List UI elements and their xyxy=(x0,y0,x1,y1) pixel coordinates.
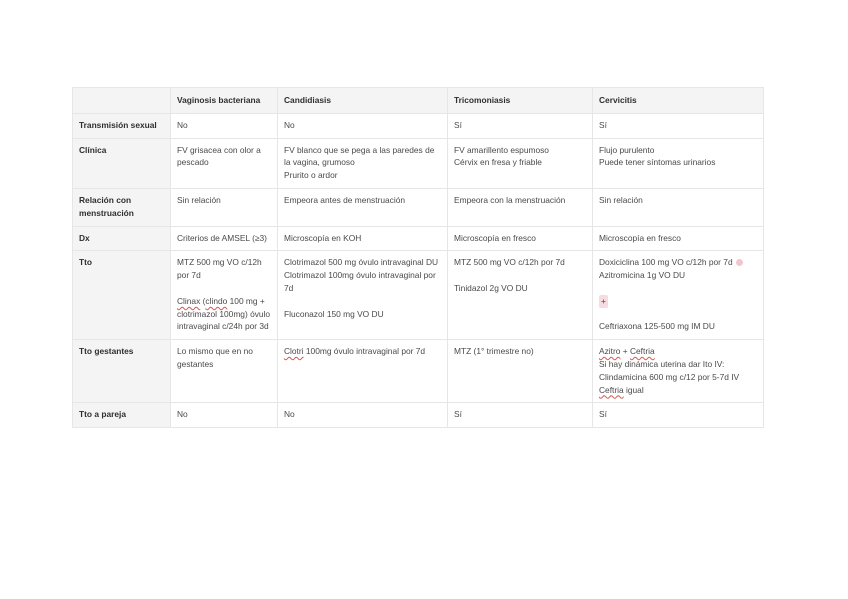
spellcheck-word[interactable]: Clotri xyxy=(284,346,304,357)
cell-line: Puede tener síntomas urinarios xyxy=(599,157,716,168)
table-cell xyxy=(278,138,448,188)
table-cell: Sin relación xyxy=(171,188,278,226)
row-label: Transmisión sexual xyxy=(73,113,171,138)
table-cell: Microscopía en KOH xyxy=(278,226,448,251)
header-row xyxy=(73,88,764,114)
cell-line: Clotrimazol 500 mg óvulo intravaginal DU xyxy=(284,257,439,268)
table-cell xyxy=(171,251,278,340)
row-label: Tto gestantes xyxy=(73,340,171,403)
spellcheck-word[interactable]: clindo xyxy=(205,295,228,306)
cell-line: Clinax (clindo 100 mg + clotrimazol 100mg) óvulo intravaginal c/24h por 3d xyxy=(177,295,271,332)
row-tto xyxy=(73,251,764,340)
cell-line: Ceftriaxona 125-500 mg IM DU xyxy=(599,321,715,332)
spellcheck-word[interactable]: Ceftria xyxy=(629,346,655,357)
table-cell: Sí xyxy=(593,113,764,138)
header-corner xyxy=(73,88,171,114)
table-cell: No xyxy=(278,403,448,428)
cell-line: Ceftria igual xyxy=(599,384,644,395)
table-cell: Microscopía en fresco xyxy=(448,226,593,251)
header-tricomoniasis: Tricomoniasis xyxy=(448,88,593,114)
vaginitis-comparison-table xyxy=(72,87,764,428)
cell-line: Clindamicina 600 mg c/12 por 5-7d IV xyxy=(599,371,740,382)
table-cell: No xyxy=(278,113,448,138)
table-cell: Sí xyxy=(448,113,593,138)
header-cervicitis: Cervicitis xyxy=(593,88,764,114)
table-cell: No xyxy=(171,403,278,428)
header-vaginosis: Vaginosis bacteriana xyxy=(171,88,278,114)
row-pareja xyxy=(73,403,764,428)
cell-line: Fluconazol 150 mg VO DU xyxy=(284,308,384,319)
table-cell: Microscopía en fresco xyxy=(593,226,764,251)
table-cell: Sí xyxy=(448,403,593,428)
cell-line: Flujo purulento xyxy=(599,144,655,155)
table-cell xyxy=(593,340,764,403)
comparison-table-container xyxy=(72,87,763,428)
cell-line: MTZ 500 mg VO c/12h por 7d xyxy=(177,257,262,281)
table-cell: Sí xyxy=(593,403,764,428)
comment-marker-icon[interactable] xyxy=(736,259,743,266)
table-cell xyxy=(593,251,764,340)
table-cell xyxy=(278,340,448,403)
row-menstruacion xyxy=(73,188,764,226)
cell-line xyxy=(599,295,757,308)
table-cell: Empeora con la menstruación xyxy=(448,188,593,226)
table-cell xyxy=(448,251,593,340)
cell-line: Prurito o ardor xyxy=(284,170,338,181)
highlighted-plus[interactable]: + xyxy=(601,295,606,306)
cell-line: Doxiciclina 100 mg VO c/12h por 7d Azitromicina 1g VO DU xyxy=(599,256,757,282)
table-cell xyxy=(593,138,764,188)
header-candidiasis: Candidiasis xyxy=(278,88,448,114)
row-label: Clínica xyxy=(73,138,171,188)
row-gestantes xyxy=(73,340,764,403)
spellcheck-word[interactable]: Clinax xyxy=(177,295,201,306)
cell-line: Si hay dinámica uterina dar Ito IV: xyxy=(599,358,725,369)
table-cell: Criterios de AMSEL (≥3) xyxy=(171,226,278,251)
cell-line: Tinidazol 2g VO DU xyxy=(454,282,528,293)
table-cell xyxy=(278,251,448,340)
row-transmision xyxy=(73,113,764,138)
cell-line: Cérvix en fresa y friable xyxy=(454,157,542,168)
cell-line: Clotri 100mg óvulo intravaginal por 7d xyxy=(284,346,426,357)
table-cell: Lo mismo que en no gestantes xyxy=(171,340,278,403)
cell-line: Azitro + Ceftria xyxy=(599,346,655,357)
row-label: Tto xyxy=(73,251,171,340)
spellcheck-word[interactable]: Ceftria xyxy=(599,384,624,395)
cell-line: FV amarillento espumoso xyxy=(454,144,549,155)
spellcheck-word[interactable]: Azitro xyxy=(599,346,621,357)
cell-line: FV blanco que se pega a las paredes de la vagina, grumoso xyxy=(284,144,435,168)
table-cell: MTZ (1° trimestre no) xyxy=(448,340,593,403)
table-cell: No xyxy=(171,113,278,138)
table-cell: Sin relación xyxy=(593,188,764,226)
table-cell: FV grisacea con olor a pescado xyxy=(171,138,278,188)
row-label: Tto a pareja xyxy=(73,403,171,428)
row-dx xyxy=(73,226,764,251)
row-clinica xyxy=(73,138,764,188)
cell-line: MTZ 500 mg VO c/12h por 7d xyxy=(454,257,565,268)
row-label: Relación con menstruación xyxy=(73,188,171,226)
cell-line: Clotrimazol 100mg óvulo intravaginal por 7d xyxy=(284,270,436,293)
table-cell xyxy=(448,138,593,188)
table-cell: Empeora antes de menstruación xyxy=(278,188,448,226)
row-label: Dx xyxy=(73,226,171,251)
